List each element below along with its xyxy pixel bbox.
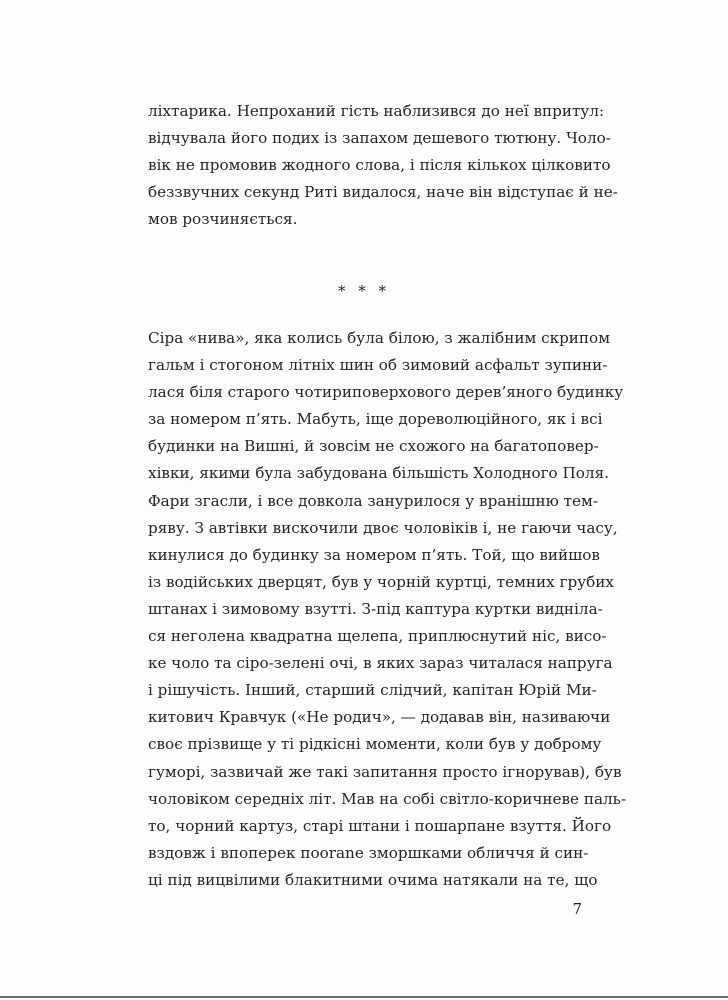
text-line: вік не промовив жодного слова, і після кількох цілковито — [148, 156, 611, 175]
text-line: своє прізвище у ті рідкісні моменти, коли був у доброму — [148, 735, 602, 754]
text-line: хівки, якими була забудована більшість Холодного Поля. — [148, 464, 609, 483]
text-line: відчувала його подих із запахом дешевого тютюну. Чоло- — [148, 129, 611, 148]
text-line: Сіра «нива», яка колись була білою, з жалібним скрипом — [148, 329, 611, 347]
text-line: лася біля старого чотириповерхового дерев’яного будинку — [148, 383, 624, 402]
text-line: ці під вицвілими блакитними очима натякали на те, що — [148, 870, 598, 889]
paragraph-1 — [148, 98, 618, 233]
text-line: будинки на Вишні, й зовсім не схожого на багатоповер- — [148, 437, 599, 456]
text-line: ряву. З автівки вискочили двоє чоловіків і, не гаючи часу, — [148, 518, 618, 537]
text-line: беззвучних секунд Риті видалося, наче він відступає й не- — [148, 183, 618, 202]
text-line: кинулися до будинку за номером п’ять. Той, що вийшов — [148, 545, 600, 564]
text-line: гуморі, зазвичай же такі запитання просто ігнорував), був — [148, 762, 622, 781]
text-line: ке чоло та сіро-зелені очі, в яких зараз читалася напруга — [148, 654, 613, 673]
paragraph-2 — [148, 325, 627, 894]
text-line: Фари згасли, і все довкола занурилося у вранішню тем- — [148, 491, 598, 510]
text-line: то, чорний картуз, старі штани і пошарпане взуття. Його — [148, 816, 612, 835]
page-number: 7 — [572, 900, 582, 918]
text-line: і рішучість. Інший, старший слідчий, капітан Юрій Ми- — [148, 681, 597, 700]
text-line: із водійських дверцят, був у чорній куртці, темних грубих — [148, 572, 614, 591]
text-line: вздовж і впоперек поorane зморшками обличчя й син- — [148, 843, 589, 862]
bottom-divider — [0, 996, 728, 998]
text-line: за номером п’ять. Мабуть, іще дореволюційного, як і всі — [148, 410, 603, 429]
section-separator: * * * — [337, 282, 391, 300]
text-line: ся неголена квадратна щелепа, приплюснутий ніс, висо- — [148, 627, 607, 646]
text-line: китович Кравчук («Не родич», — додавав він, називаючи — [148, 708, 611, 727]
text-line: штанах і зимовому взутті. З-під каптура куртки видніла- — [148, 599, 603, 618]
text-line: ліхтарика. Непроханий гість наблизився до неї впритул: — [148, 102, 605, 120]
text-line: гальм і стогоном літніх шин об зимовий асфальт зупини- — [148, 356, 608, 375]
text-line: чоловіком середніх літ. Мав на собі світло-коричневе паль- — [148, 789, 627, 808]
text-line: мов розчиняється. — [148, 210, 298, 229]
